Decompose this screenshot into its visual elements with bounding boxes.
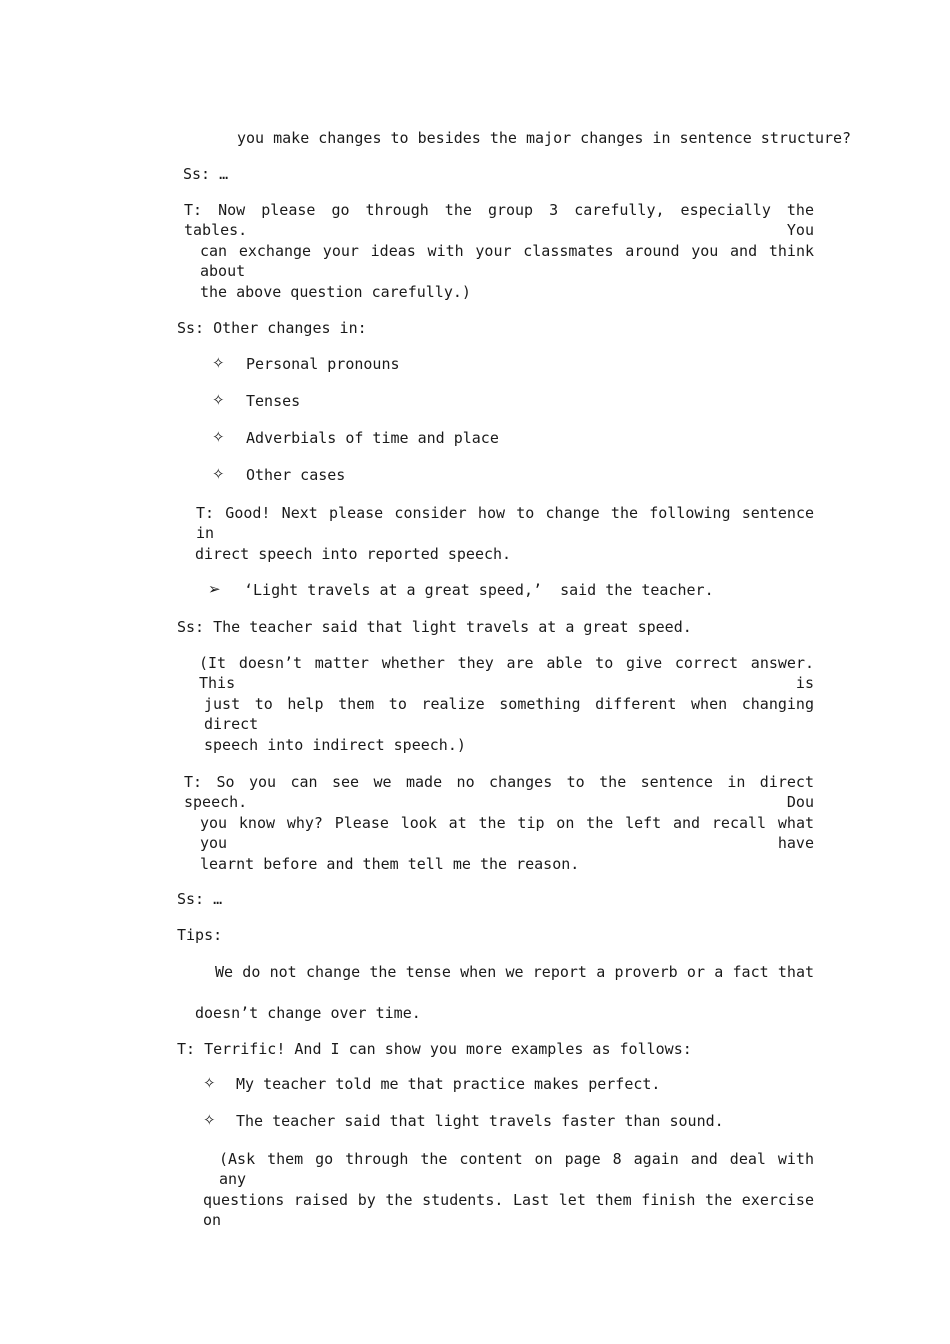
list-item: My teacher told me that practice makes perfect.: [236, 1075, 661, 1093]
arrow-bullet-icon: ➢: [208, 580, 221, 598]
diamond-bullet-icon: ✧: [212, 354, 225, 372]
text-line-29: questions raised by the students. Last let them finish the exercise on: [203, 1191, 814, 1229]
text-line-20: learnt before and them tell me the reason.: [200, 855, 580, 873]
diamond-bullet-icon: ✧: [212, 465, 225, 483]
text-line-1: you make changes to besides the major changes in sentence structure?: [237, 129, 852, 147]
text-line-16: just to help them to realize something different when changing direct: [204, 695, 814, 733]
tips-text-line-2: doesn’t change over time.: [195, 1004, 421, 1022]
list-item: Other cases: [246, 466, 346, 484]
example-sentence: ‘Light travels at a great speed,’ said the teacher.: [244, 581, 714, 599]
text-line-4: can exchange your ideas with your classmates around you and think about: [200, 242, 814, 280]
diamond-bullet-icon: ✧: [212, 428, 225, 446]
tips-heading: Tips:: [177, 926, 223, 944]
text-line-5: the above question carefully.): [200, 283, 471, 301]
text-line-12: direct speech into reported speech.: [195, 545, 512, 563]
text-line-15: (It doesn’t matter whether they are able to give correct answer. This is: [199, 654, 814, 692]
text-line-6: Ss: Other changes in:: [177, 319, 367, 337]
list-item: Personal pronouns: [246, 355, 400, 373]
text-line-17: speech into indirect speech.): [204, 736, 466, 754]
diamond-bullet-icon: ✧: [203, 1074, 216, 1092]
list-item: The teacher said that light travels faster than sound.: [236, 1112, 724, 1130]
tips-text-line-1: We do not change the tense when we report a proverb or a fact that: [215, 963, 814, 981]
text-line-19: you know why? Please look at the tip on the left and recall what you have: [200, 814, 814, 852]
text-line-21: Ss: …: [177, 890, 223, 908]
text-line-3: T: Now please go through the group 3 carefully, especially the tables. You: [184, 201, 814, 239]
diamond-bullet-icon: ✧: [203, 1111, 216, 1129]
diamond-bullet-icon: ✧: [212, 391, 225, 409]
text-line-28: (Ask them go through the content on page 8 again and deal with any: [219, 1150, 814, 1188]
list-item: Tenses: [246, 392, 301, 410]
text-line-2: Ss: …: [183, 165, 229, 183]
text-line-25: T: Terrific! And I can show you more examples as follows:: [177, 1040, 692, 1058]
text-line-18: T: So you can see we made no changes to the sentence in direct speech. Dou: [184, 773, 814, 811]
list-item: Adverbials of time and place: [246, 429, 499, 447]
text-line-14: Ss: The teacher said that light travels at a great speed.: [177, 618, 692, 636]
text-line-11: T: Good! Next please consider how to change the following sentence in: [196, 504, 814, 542]
